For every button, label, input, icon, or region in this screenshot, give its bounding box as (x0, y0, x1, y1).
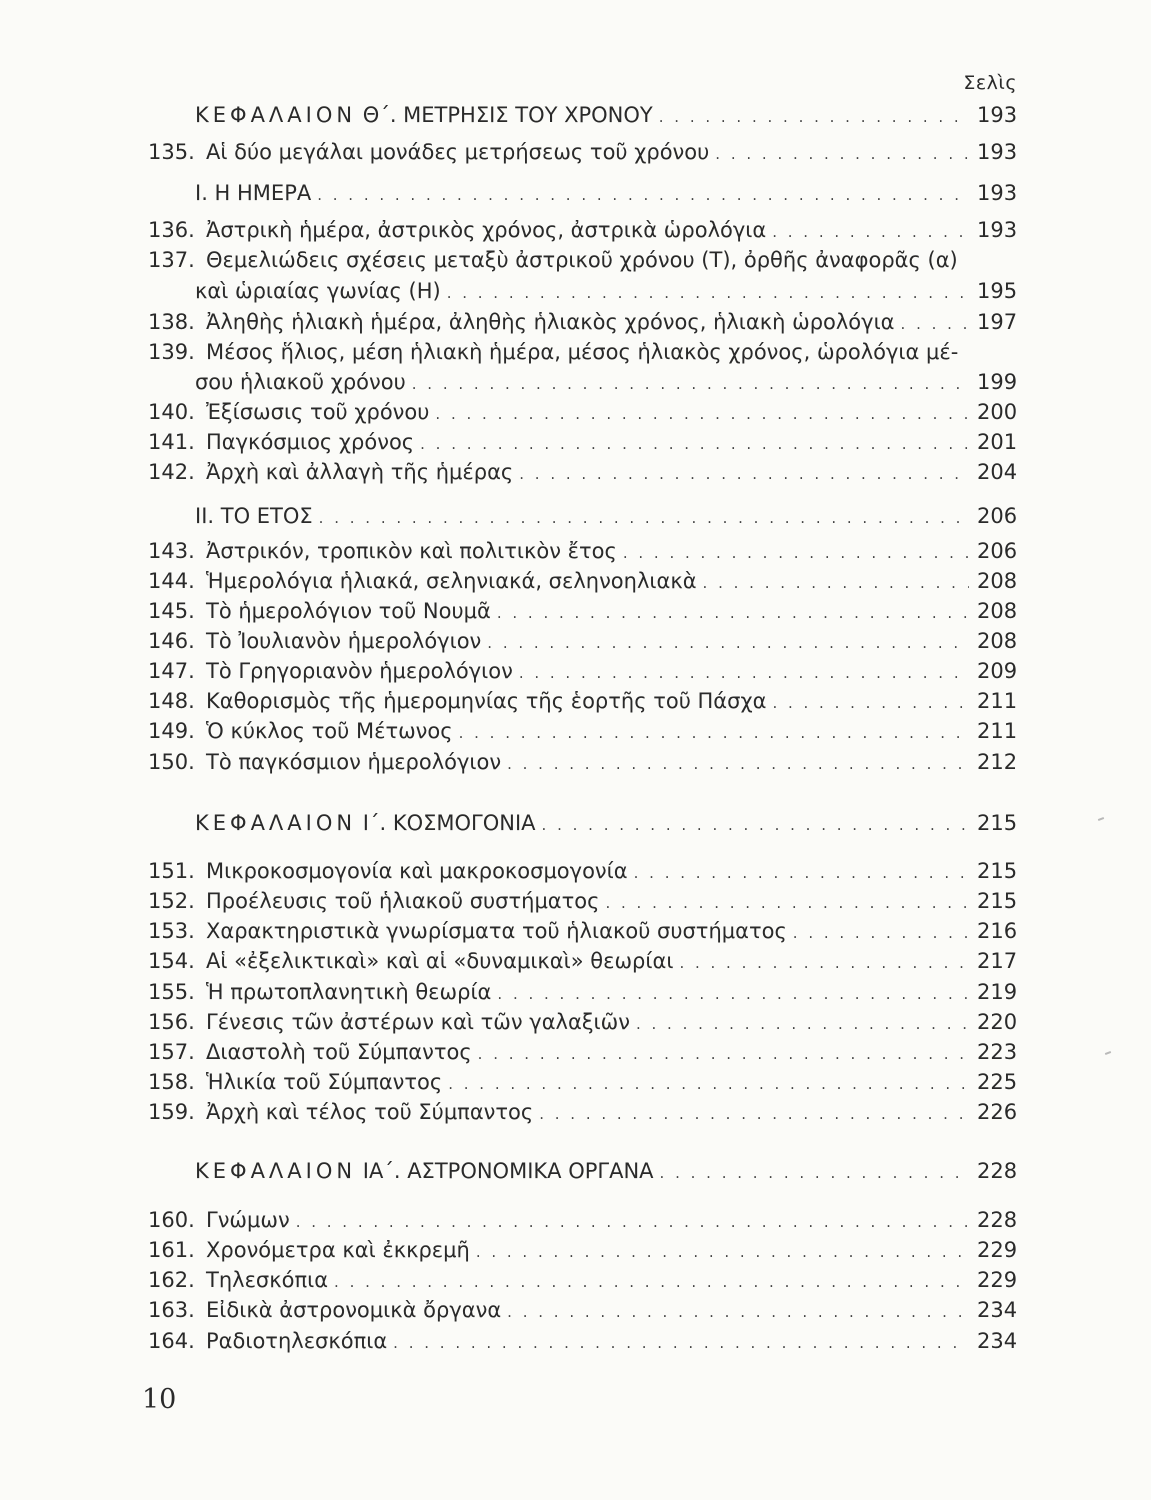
entry-number: 152. (148, 889, 195, 913)
entry-number: 135. (148, 140, 195, 164)
entry-title: ΙΙ. ΤΟ ΕΤΟΣ (195, 504, 313, 528)
dot-leader (715, 139, 969, 169)
entry-number: 157. (148, 1040, 195, 1064)
dot-leader (497, 598, 969, 628)
dot-leader (636, 1009, 969, 1039)
entry-page-number: 193 (977, 218, 1018, 242)
entry-page-number: 220 (977, 1010, 1018, 1034)
entry-page-number: 215 (977, 811, 1018, 835)
toc-entry-148 (0, 686, 1151, 716)
entry-title: ΚΕΦΑΛΑΙΟΝ ΙΑ΄. ΑΣΤΡΟΝΟΜΙΚΑ ΟΡΓΑΝΑ (195, 1159, 654, 1183)
entry-title: Γνώμων (206, 1208, 290, 1232)
entry-page-number: 215 (977, 889, 1018, 913)
entry-number: 139. (148, 340, 195, 364)
entry-page-number: 215 (977, 859, 1018, 883)
entry-number: 147. (148, 659, 195, 683)
entry-page-number: 197 (977, 310, 1018, 334)
entry-title: Προέλευσις τοῦ ἡλιακοῦ συστήματος (206, 889, 600, 913)
entry-page-number: 208 (977, 569, 1018, 593)
entry-number: 151. (148, 859, 195, 883)
entry-title: Τὸ παγκόσμιον ἡμερολόγιον (206, 750, 502, 774)
entry-page-number: 195 (977, 279, 1018, 303)
toc-entry-152 (0, 886, 1151, 916)
dot-leader (448, 1069, 969, 1099)
entry-page-number: 208 (977, 599, 1018, 623)
entry-title: Ἀστρικόν, τροπικὸν καὶ πολιτικὸν ἔτος (206, 539, 617, 563)
page-column-label: Σελὶς (963, 72, 1017, 94)
toc-section-heading (0, 178, 1151, 208)
dot-leader (487, 628, 969, 658)
entry-number: 156. (148, 1010, 195, 1034)
dot-leader (772, 688, 969, 718)
entry-page-number: 217 (977, 949, 1018, 973)
entry-title: Ἀρχὴ καὶ ἀλλαγὴ τῆς ἡμέρας (206, 460, 514, 484)
entry-number: 160. (148, 1208, 195, 1232)
dot-leader (447, 278, 969, 308)
entry-page-number: 199 (977, 370, 1018, 394)
dot-leader (507, 1297, 969, 1327)
entry-page-number: 211 (977, 719, 1018, 743)
dot-leader (519, 459, 969, 489)
toc-entry-164 (0, 1326, 1151, 1356)
entry-page-number: 193 (977, 181, 1018, 205)
toc-entry-144 (0, 566, 1151, 596)
toc-entry-140 (0, 397, 1151, 427)
entry-page-number: 234 (977, 1298, 1018, 1322)
entry-title: Ἀρχὴ καὶ τέλος τοῦ Σύμπαντος (206, 1100, 534, 1124)
page-number: 10 (142, 1384, 177, 1415)
entry-title: Ἀστρικὴ ἡμέρα, ἀστρικὸς χρόνος, ἀστρικὰ ὡρολόγια (206, 218, 767, 242)
entry-number: 143. (148, 539, 195, 563)
entry-title: ΚΕΦΑΛΑΙΟΝ Ι΄. ΚΟΣΜΟΓΟΝΙΑ (195, 811, 536, 835)
toc-entry-162 (0, 1265, 1151, 1295)
toc-entry-157 (0, 1037, 1151, 1067)
toc-entry-151 (0, 856, 1151, 886)
dot-leader (334, 1267, 969, 1297)
entry-title: Ὁ κύκλος τοῦ Μέτωνος (206, 719, 453, 743)
dot-leader (459, 718, 969, 748)
entry-title: Ἡμερολόγια ἡλιακά, σεληνιακά, σεληνοηλιακὰ (206, 569, 697, 593)
entry-number: 161. (148, 1238, 195, 1262)
toc-entry-141 (0, 427, 1151, 457)
entry-page-number: 223 (977, 1040, 1018, 1064)
toc-entry-154 (0, 946, 1151, 976)
entry-page-number: 206 (977, 504, 1018, 528)
dot-leader (478, 1039, 969, 1069)
entry-number: 144. (148, 569, 195, 593)
entry-page-number: 225 (977, 1070, 1018, 1094)
dot-leader (793, 918, 969, 948)
entry-page-number: 208 (977, 629, 1018, 653)
toc-chapter-heading (0, 1156, 1151, 1186)
entry-number: 145. (148, 599, 195, 623)
toc-entry-163 (0, 1295, 1151, 1325)
dot-leader (659, 102, 969, 132)
entry-title: Ἡ πρωτοπλανητικὴ θεωρία (206, 980, 492, 1004)
entry-page-number: 234 (977, 1329, 1018, 1353)
entry-number: 140. (148, 400, 195, 424)
toc-entry-158 (0, 1067, 1151, 1097)
dot-leader (296, 1207, 969, 1237)
entry-number: 148. (148, 689, 195, 713)
entry-page-number: 216 (977, 919, 1018, 943)
dot-leader (605, 888, 969, 918)
toc-entry-146 (0, 626, 1151, 656)
toc-section-heading (0, 501, 1151, 531)
dot-leader (679, 948, 969, 978)
toc-entry-155 (0, 977, 1151, 1007)
toc-entry-145 (0, 596, 1151, 626)
entry-number: 163. (148, 1298, 195, 1322)
dot-leader (660, 1158, 969, 1188)
entry-page-number: 193 (977, 103, 1018, 127)
entry-title: Τὸ ἡμερολόγιον τοῦ Νουμᾶ (206, 599, 491, 623)
entry-page-number: 228 (977, 1159, 1018, 1183)
entry-title-line1: Θεμελιώδεις σχέσεις μεταξὺ ἀστρικοῦ χρόνου (Τ), ὀρθῆς ἀναφορᾶς (α) (206, 248, 958, 272)
toc-section-heading (0, 367, 1151, 397)
entry-page-number: 228 (977, 1208, 1018, 1232)
entry-number: 162. (148, 1268, 195, 1292)
entry-title: Μικροκοσμογονία καὶ μακροκοσμογονία (206, 859, 628, 883)
toc-entry-161 (0, 1235, 1151, 1265)
toc-section-heading (0, 276, 1151, 306)
entry-number: 150. (148, 750, 195, 774)
entry-page-number: 200 (977, 400, 1018, 424)
entry-number: 137. (148, 248, 195, 272)
toc-entry-143 (0, 536, 1151, 566)
entry-title: Ἡλικία τοῦ Σύμπαντος (206, 1070, 443, 1094)
dot-leader (519, 658, 969, 688)
entry-title: Χαρακτηριστικὰ γνωρίσματα τοῦ ἡλιακοῦ συστήματος (206, 919, 787, 943)
entry-page-number: 209 (977, 659, 1018, 683)
entry-title: ΚΕΦΑΛΑΙΟΝ Θ΄. ΜΕΤΡΗΣΙΣ ΤΟΥ ΧΡΟΝΟΥ (195, 103, 653, 127)
dot-leader (476, 1237, 969, 1267)
entry-number: 155. (148, 980, 195, 1004)
dot-leader (703, 568, 969, 598)
entry-number: 164. (148, 1329, 195, 1353)
entry-title: Χρονόμετρα καὶ ἐκκρεμῆ (206, 1238, 470, 1262)
dot-leader (412, 369, 969, 399)
dot-leader (634, 858, 969, 888)
dot-leader (317, 180, 969, 210)
toc-entry-150 (0, 747, 1151, 777)
toc-entry-135 (0, 137, 1151, 167)
entry-number: 154. (148, 949, 195, 973)
entry-page-number: 206 (977, 539, 1018, 563)
entry-page-number: 219 (977, 980, 1018, 1004)
entry-title: Καθορισμὸς τῆς ἡμερομηνίας τῆς ἑορτῆς τοῦ Πάσχα (206, 689, 767, 713)
toc-entry-156 (0, 1007, 1151, 1037)
entry-title: Διαστολὴ τοῦ Σύμπαντος (206, 1040, 472, 1064)
entry-title: σου ἡλιακοῦ χρόνου (195, 370, 406, 394)
entry-title: Γένεσις τῶν ἀστέρων καὶ τῶν γαλαξιῶν (206, 1010, 630, 1034)
entry-number: 138. (148, 310, 195, 334)
entry-page-number: 229 (977, 1238, 1018, 1262)
toc-entry-139-line1 (0, 337, 1151, 367)
entry-title: Ι. Η ΗΜΕΡΑ (195, 181, 312, 205)
entry-page-number: 201 (977, 430, 1018, 454)
toc-chapter-heading (0, 100, 1151, 130)
toc-entry-142 (0, 457, 1151, 487)
dot-leader (420, 429, 969, 459)
entry-page-number: 204 (977, 460, 1018, 484)
entry-page-number: 226 (977, 1100, 1018, 1124)
entry-number: 149. (148, 719, 195, 743)
dot-leader (623, 538, 969, 568)
entry-title: Αἱ «ἐξελικτικαὶ» καὶ αἱ «δυναμικαὶ» θεωρίαι (206, 949, 674, 973)
entry-title: Ἀληθὴς ἡλιακὴ ἡμέρα, ἀληθὴς ἡλιακὸς χρόνος, ἡλιακὴ ὡρολόγια (206, 310, 895, 334)
toc-entry-147 (0, 656, 1151, 686)
dot-leader (542, 810, 969, 840)
toc-entry-160 (0, 1205, 1151, 1235)
dot-leader (435, 399, 969, 429)
entry-title: Αἱ δύο μεγάλαι μονάδες μετρήσεως τοῦ χρόνου (206, 140, 710, 164)
toc-entry-159 (0, 1097, 1151, 1127)
entry-title: καὶ ὡριαίας γωνίας (Η) (195, 279, 441, 303)
entry-page-number: 212 (977, 750, 1018, 774)
entry-title: Εἰδικὰ ἀστρονομικὰ ὄργανα (206, 1298, 502, 1322)
entry-title: Τηλεσκόπια (206, 1268, 329, 1292)
entry-title: Τὸ Γρηγοριανὸν ἡμερολόγιον (206, 659, 513, 683)
entry-title-line1: Μέσος ἥλιος, μέση ἡλιακὴ ἡμέρα, μέσος ἡλιακὸς χρόνος, ὡρολόγια μέ- (206, 340, 959, 364)
dot-leader (497, 979, 969, 1009)
toc-entry-153 (0, 916, 1151, 946)
dot-leader (901, 309, 969, 339)
toc-entry-149 (0, 716, 1151, 746)
entry-number: 158. (148, 1070, 195, 1094)
entry-title: Παγκόσμιος χρόνος (206, 430, 415, 454)
entry-number: 159. (148, 1100, 195, 1124)
entry-number: 153. (148, 919, 195, 943)
dot-leader (539, 1099, 969, 1129)
toc-entry-136 (0, 215, 1151, 245)
entry-page-number: 193 (977, 140, 1018, 164)
entry-page-number: 229 (977, 1268, 1018, 1292)
entry-title: Ραδιοτηλεσκόπια (206, 1329, 388, 1353)
entry-number: 136. (148, 218, 195, 242)
toc-entry-137-line1 (0, 245, 1151, 275)
dot-leader (319, 503, 969, 533)
toc-entry-138 (0, 307, 1151, 337)
dot-leader (507, 749, 969, 779)
entry-title: Τὸ Ἰουλιανὸν ἡμερολόγιον (206, 629, 482, 653)
dot-leader (772, 217, 969, 247)
entry-title: Ἐξίσωσις τοῦ χρόνου (206, 400, 430, 424)
entry-page-number: 211 (977, 689, 1018, 713)
entry-number: 142. (148, 460, 195, 484)
entry-number: 146. (148, 629, 195, 653)
entry-number: 141. (148, 430, 195, 454)
dot-leader (393, 1328, 969, 1358)
toc-chapter-heading (0, 808, 1151, 838)
